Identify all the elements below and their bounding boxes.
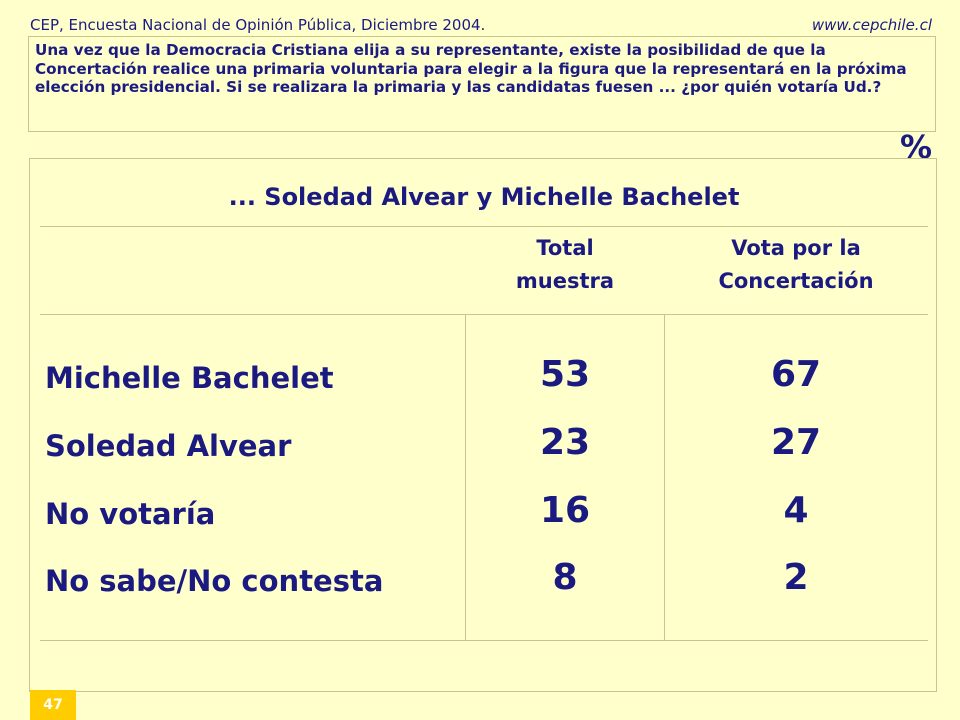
page-number-badge: 47 [30, 690, 76, 720]
column-header-total [466, 232, 664, 298]
divider-under-title [40, 226, 928, 227]
row-label: No sabe/No contesta [45, 564, 384, 598]
column-header-concertacion-line1: Vota por la [731, 236, 861, 260]
divider-table-bottom [40, 640, 928, 641]
survey-source: CEP, Encuesta Nacional de Opinión Pública, Diciembre 2004. [30, 16, 486, 34]
cell-concertacion: 27 [770, 422, 822, 463]
cell-total: 16 [539, 490, 591, 531]
results-table [29, 158, 937, 692]
table-title: ... Soledad Alvear y Michelle Bachelet [228, 183, 740, 211]
column-header-concertacion [665, 232, 927, 298]
column-header-total-line1: Total [536, 236, 594, 260]
website-url[interactable]: www.cepchile.cl [811, 16, 932, 34]
question-text: Una vez que la Democracia Cristiana elija a su representante, existe la posibilidad de que la Concertación realice una primaria voluntaria para elegir a la figura que la representará en la próxima elección presidencial. Si se realizara la primaria y las candidatas fuesen ... ¿por quién votaría Ud.? [35, 41, 907, 96]
cell-total: 23 [539, 422, 591, 463]
percent-unit: % [899, 128, 932, 166]
row-label: Michelle Bachelet [45, 361, 334, 395]
column-header-total-line2: muestra [515, 269, 615, 293]
divider-under-headers [40, 314, 928, 315]
row-label: No votaría [45, 497, 216, 531]
row-label: Soledad Alvear [45, 429, 292, 463]
cell-concertacion: 2 [783, 557, 809, 598]
question-box [28, 36, 936, 132]
cell-concertacion: 67 [770, 354, 822, 395]
cell-concertacion: 4 [783, 490, 809, 531]
cell-total: 8 [552, 557, 578, 598]
cell-total: 53 [539, 354, 591, 395]
column-header-concertacion-line2: Concertación [718, 269, 874, 293]
